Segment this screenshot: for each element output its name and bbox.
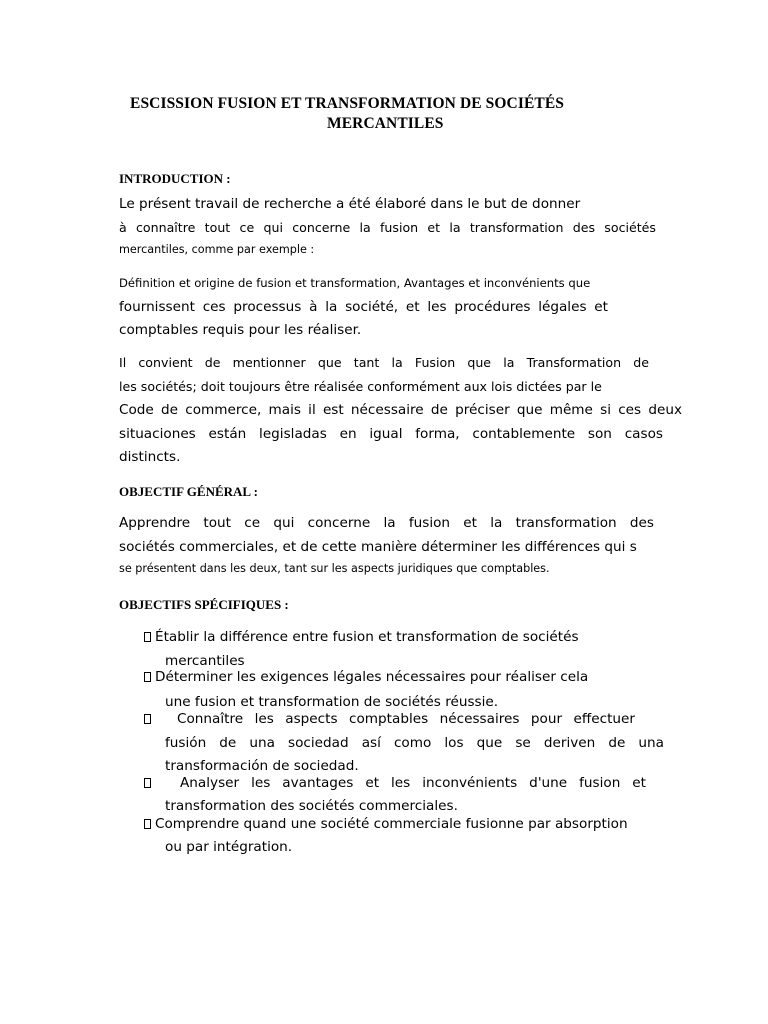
- objective-item-3-line-3: transformación de sociedad.: [165, 758, 359, 774]
- objective-item-3-line-2: fusión de una sociedad así como los que se deriven de una: [165, 735, 664, 751]
- objective-item-5-line-1: Comprendre quand une société commerciale fusionne par absorption: [155, 816, 628, 832]
- intro-p3-line-2: les sociétés; doit toujours être réalisée conformément aux lois dictées par le: [119, 379, 602, 394]
- document-title-line-2: MERCANTILES: [327, 115, 444, 132]
- intro-p1-line-1: Le présent travail de recherche a été élaboré dans le but de donner: [119, 196, 581, 212]
- objectif-general-line-2: sociétés commerciales, et de cette manière déterminer les différences qui s: [119, 539, 637, 555]
- objective-item-5: [144, 816, 628, 832]
- intro-p3-line-5: distincts.: [119, 449, 181, 465]
- objective-item-1-line-1: Établir la différence entre fusion et transformation de sociétés: [155, 629, 579, 645]
- objective-item-2-line-1: Déterminer les exigences légales nécessaires pour réaliser cela: [155, 669, 589, 685]
- bullet-box-icon: [144, 632, 151, 642]
- bullet-box-icon: [144, 819, 151, 829]
- intro-p2-line-2: fournissent ces processus à la société, et les procédures légales et: [119, 299, 608, 315]
- intro-p2-line-3: comptables requis pour les réaliser.: [119, 322, 362, 338]
- objective-item-1-line-2: mercantiles: [165, 653, 245, 669]
- bullet-box-icon: [144, 714, 151, 724]
- bullet-box-icon: [144, 672, 151, 682]
- introduction-heading: INTRODUCTION :: [119, 171, 231, 186]
- objective-item-4-line-2: transformation des sociétés commerciales.: [165, 798, 458, 814]
- intro-p3-line-1: Il convient de mentionner que tant la Fusion que la Transformation de: [119, 355, 649, 370]
- objectif-general-line-1: Apprendre tout ce qui concerne la fusion et la transformation des: [119, 515, 654, 531]
- objective-item-2: [144, 669, 588, 685]
- objective-item-5-line-2: ou par intégration.: [165, 839, 293, 855]
- objective-item-4: [144, 775, 646, 791]
- intro-p3-line-3: Code de commerce, mais il est nécessaire de préciser que même si ces deux: [119, 402, 682, 418]
- objective-item-3-line-1: Connaître les aspects comptables nécessaires pour effectuer: [177, 711, 635, 727]
- objectif-general-line-3: se présentent dans les deux, tant sur les aspects juridiques que comptables.: [119, 562, 550, 575]
- objectif-general-heading: OBJECTIF GÉNÉRAL :: [119, 484, 258, 499]
- objective-item-4-line-1: Analyser les avantages et les inconvénients d'une fusion et: [180, 775, 646, 791]
- intro-p1-line-3: mercantiles, comme par exemple :: [119, 243, 315, 256]
- objective-item-2-line-2: une fusion et transformation de sociétés réussie.: [165, 694, 499, 710]
- objectifs-specifiques-heading: OBJECTIFS SPÉCIFIQUES :: [119, 597, 289, 612]
- objective-item-1: [144, 629, 579, 645]
- objective-item-3: [144, 711, 635, 727]
- intro-p1-line-2: à connaître tout ce qui concerne la fusion et la transformation des sociétés: [119, 220, 656, 235]
- bullet-box-icon: [144, 778, 151, 788]
- intro-p2-line-1: Définition et origine de fusion et transformation, Avantages et inconvénients que: [119, 276, 591, 290]
- intro-p3-line-4: situaciones están legisladas en igual forma, contablemente son casos: [119, 426, 663, 442]
- document-title-line-1: ESCISSION FUSION ET TRANSFORMATION DE SOCIÉTÉS: [130, 95, 564, 112]
